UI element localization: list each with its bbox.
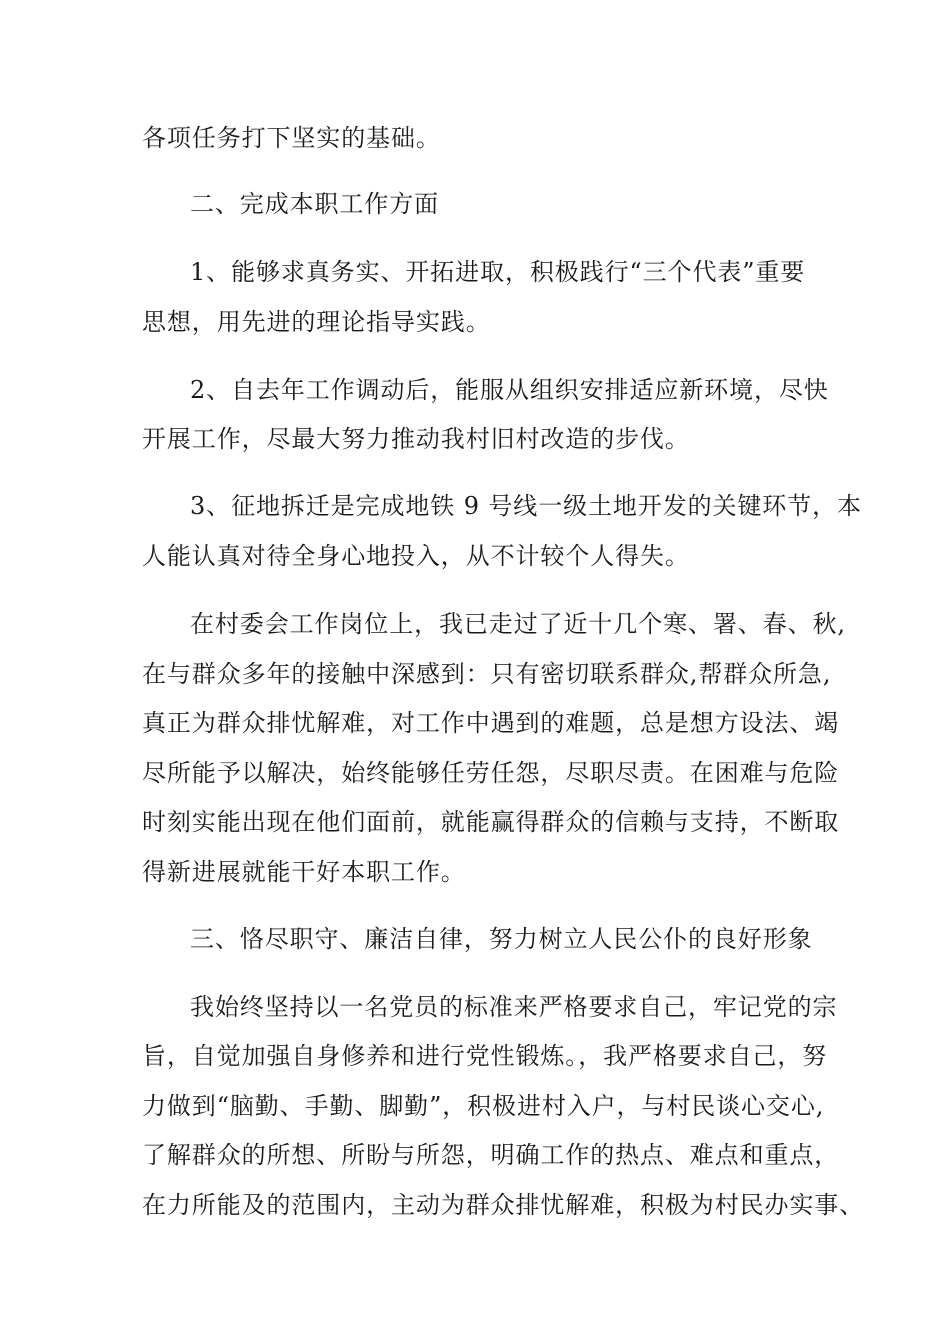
text-line: 开展工作，尽最大努力推动我村旧村改造的步伐。 [142,425,690,453]
text-line: 了解群众的所想、所盼与所怨，明确工作的热点、难点和重点， [142,1141,840,1169]
text-line: 旨，自觉加强自身修养和进行党性锻炼。，我严格要求自己，努 [142,1042,828,1070]
text-line: 时刻实能出现在他们面前，就能赢得群众的信赖与支持，不断取 [142,808,840,836]
text-line: 真正为群众排忧解难，对工作中遇到的难题，总是想方设法、竭 [142,709,840,737]
text-line: 各项任务打下坚实的基础。 [142,124,441,152]
text-line: 1、能够求真务实、开拓进取，积极践行“三个代表”重要 [190,258,806,286]
text-line: 力做到“脑勤、手勤、脚勤”，积极进村入户，与村民谈心交心, [142,1092,825,1120]
text-line: 思想，用先进的理论指导实践。 [142,308,491,336]
text-line: 在与群众多年的接触中深感到：只有密切联系群众,帮群众所急, [142,660,832,688]
section-heading: 二、完成本职工作方面 [190,190,439,218]
text-line: 人能认真对待全身心地投入，从不计较个人得失。 [142,542,690,570]
text-line: 在村委会工作岗位上，我已走过了近十几个寒、署、春、秋, [190,610,846,638]
text-line: 3、征地拆迁是完成地铁 9 号线一级土地开发的关键环节，本 [190,492,862,520]
section-heading: 三、恪尽职守、廉洁自律，努力树立人民公仆的良好形象 [190,925,813,953]
text-line: 2、自去年工作调动后，能服从组织安排适应新环境，尽快 [190,376,829,404]
text-line: 我始终坚持以一名党员的标准来严格要求自己，牢记党的宗 [190,993,838,1021]
text-line: 尽所能予以解决，始终能够任劳任怨，尽职尽责。在困难与危险 [142,759,840,787]
text-line: 在力所能及的范围内，主动为群众排忧解难，积极为村民办实事、 [142,1191,865,1219]
text-line: 得新进展就能干好本职工作。 [142,858,466,886]
